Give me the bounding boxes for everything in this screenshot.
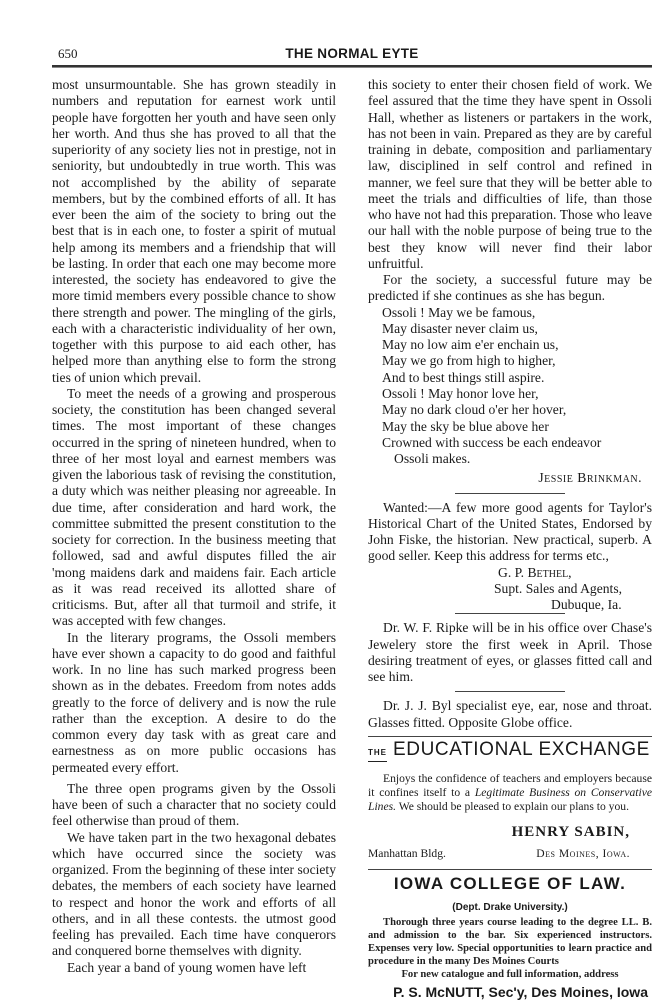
byl-notice: Dr. J. J. Byl specialist eye, ear, nose and throat. Glasses fitted. Opposite Globe office. — [368, 698, 652, 730]
exchange-the: THE — [368, 745, 387, 762]
poem-line: May we go from high to higher, — [382, 353, 556, 369]
paragraph: The three open programs given by the Ossoli have been of such a character that no society could feel otherwise than proud of them. — [52, 780, 336, 829]
exchange-address — [368, 846, 652, 862]
exchange-city: Des Moines, Iowa. — [536, 847, 630, 861]
law-college-catalogue: For new catalogue and full information, address — [401, 969, 619, 981]
paragraph: To meet the needs of a growing and prosperous society, the constitution has been changed several times. The most important of these changes occurred in the spring of nineteen hundred, when to three of her most loyal and earnest members was given the laborious task of revising the constitution, a duty which was neither pleasing nor agreeable. In due time, after consideration and hard work, the committee submitted the present constitution to the society for correction. In the business meeting that followed, sad and awful disputes filled the air 'mong maidens dark and maidens fair. Each article as it was read received its allotted share of criticisms. But, after all that turmoil and strife, it was accepted with few changes. — [52, 385, 336, 629]
paragraph: For the society, a successful future may be predicted if she continues as she has begun. — [368, 272, 652, 304]
left-column — [52, 77, 336, 976]
poem-line: Crowned with success be each endeavor — [382, 434, 602, 450]
paragraph: most unsurmountable. She has grown steadily in numbers and reputation for earnest work until people have forgotten her youth and have seen only her worth. And thus she has proved to all that the superiority of any society lies not in prestige, not in seniority, but undoubtedly in true worth. This was not accomplished by the ability of separate members, but by the combined efforts of all. It has ever been the aim of the society to bring out the best that is in each one, to foster a spirit of mutual help among its members and a friendship that will be lasting. In order that each one may become more interested, the society has endeavored to give the more timid members every possible chance to show there strength and power. The mingling of the girls, each with a characteristic individuality of her own, together with this purpose to aid each other, has helped more than anything else to form the strong ties of union which prevail. — [52, 77, 336, 385]
right-column — [368, 77, 652, 1000]
exchange-heading — [368, 738, 652, 762]
wanted-ad-address — [368, 565, 652, 614]
exchange-body — [368, 772, 652, 814]
exchange-contact-name: HENRY SABIN, — [511, 824, 630, 841]
poem-line: Ossoli makes. — [394, 451, 471, 467]
contact-name: G. P. Bethel, — [498, 564, 572, 580]
poem-line: May no dark cloud o'er her hover, — [382, 402, 567, 418]
ripke-notice: Dr. W. F. Ripke will be in his office over Chase's Jewelery store the first week in April. Those desiring treatment of eyes, or glasses fitted call and see him. — [368, 620, 652, 685]
law-college-body: Thorough three years course leading to the degree LL. B. and admission to the bar. Six experienced instructors. Expenses very low. Special opportunities to learn practice and procedure in the many Des Moines Courts — [368, 917, 652, 968]
paragraph: Each year a band of young women have left — [67, 959, 307, 975]
divider — [368, 736, 652, 737]
exchange-body-italic: Legitimate Business on Conservative Lines. — [368, 786, 652, 814]
running-title: THE NORMAL EYTE — [285, 46, 419, 61]
law-college-contact: P. S. McNUTT, Sec'y, Des Moines, Iowa — [393, 984, 648, 1000]
divider — [455, 691, 565, 692]
poem-line: May no low aim e'er enchain us, — [382, 337, 559, 353]
exchange-title: EDUCATIONAL EXCHANGE — [393, 738, 650, 760]
divider — [455, 493, 565, 494]
poem-line: May the sky be blue above her — [382, 418, 549, 434]
paragraph: this society to enter their chosen field of work. We feel assured that the time they have spent in Ossoli Hall, whether as listeners or partakers in the work, has not been in vain. Prepared as they are by careful training in debate, composition and parliamentary law, disciplined in self control and refined in manner, we feel sure that they will be better able to meet the trials and difficulties of life, than those who have not had this preparation. Those who leave our hall with the noble purpose of being true to the best they know will never find their labor unfruitful. — [368, 77, 652, 271]
exchange-building: Manhattan Bldg. — [368, 847, 446, 861]
wanted-ad-text: Wanted:—A few more good agents for Taylor's Historical Chart of the United States, Endorsed by John Fiske, the historian. New practical, superb. A good seller. Keep this address for terms etc., — [368, 499, 652, 564]
law-college-title: IOWA COLLEGE OF LAW. — [393, 873, 627, 893]
paragraph: In the literary programs, the Ossoli members have ever shown a capacity to do good and faithful work. In no line has such marked progress been shown as in the debates. Freedom from notes adds greatly to the force of delivery and is now the rule rather than the exception. A desire to do the common every day task with as great care and earnestness as on more public occasions has permeated every effort. — [52, 629, 336, 775]
header-rule — [52, 65, 652, 68]
page-header — [52, 44, 652, 64]
divider — [368, 869, 652, 870]
poem-line: Ossoli ! May honor love her, — [382, 385, 539, 401]
poem-line: May disaster never claim us, — [382, 320, 538, 336]
author-signature: Jessie Brinkman. — [538, 470, 642, 486]
divider — [455, 613, 565, 614]
contact-title: Supt. Sales and Agents, — [494, 580, 623, 596]
exchange-body-text: Enjoys the confidence of teachers and employers because it confines itself to a — [368, 772, 652, 800]
contact-city: Dubuque, Ia. — [551, 597, 622, 613]
law-college-dept: (Dept. Drake University.) — [452, 901, 568, 913]
poem-line: Ossoli ! May we be famous, — [382, 304, 536, 320]
paragraph: We have taken part in the two hexagonal debates which have occurred since the society was organized. From the beginning of these inter society debates, the members of each society have learned to respect and honor the work and efforts of all others, and in all these contests. the utmost good feeling has prevailed. Each time have conquerors and conquered borne themselves with dignity. — [52, 829, 336, 959]
poem — [382, 305, 652, 468]
poem-line: And to best things still aspire. — [382, 369, 545, 385]
exchange-body-text: We should be pleased to explain our plans to you. — [396, 800, 629, 814]
page-number: 650 — [58, 46, 78, 61]
